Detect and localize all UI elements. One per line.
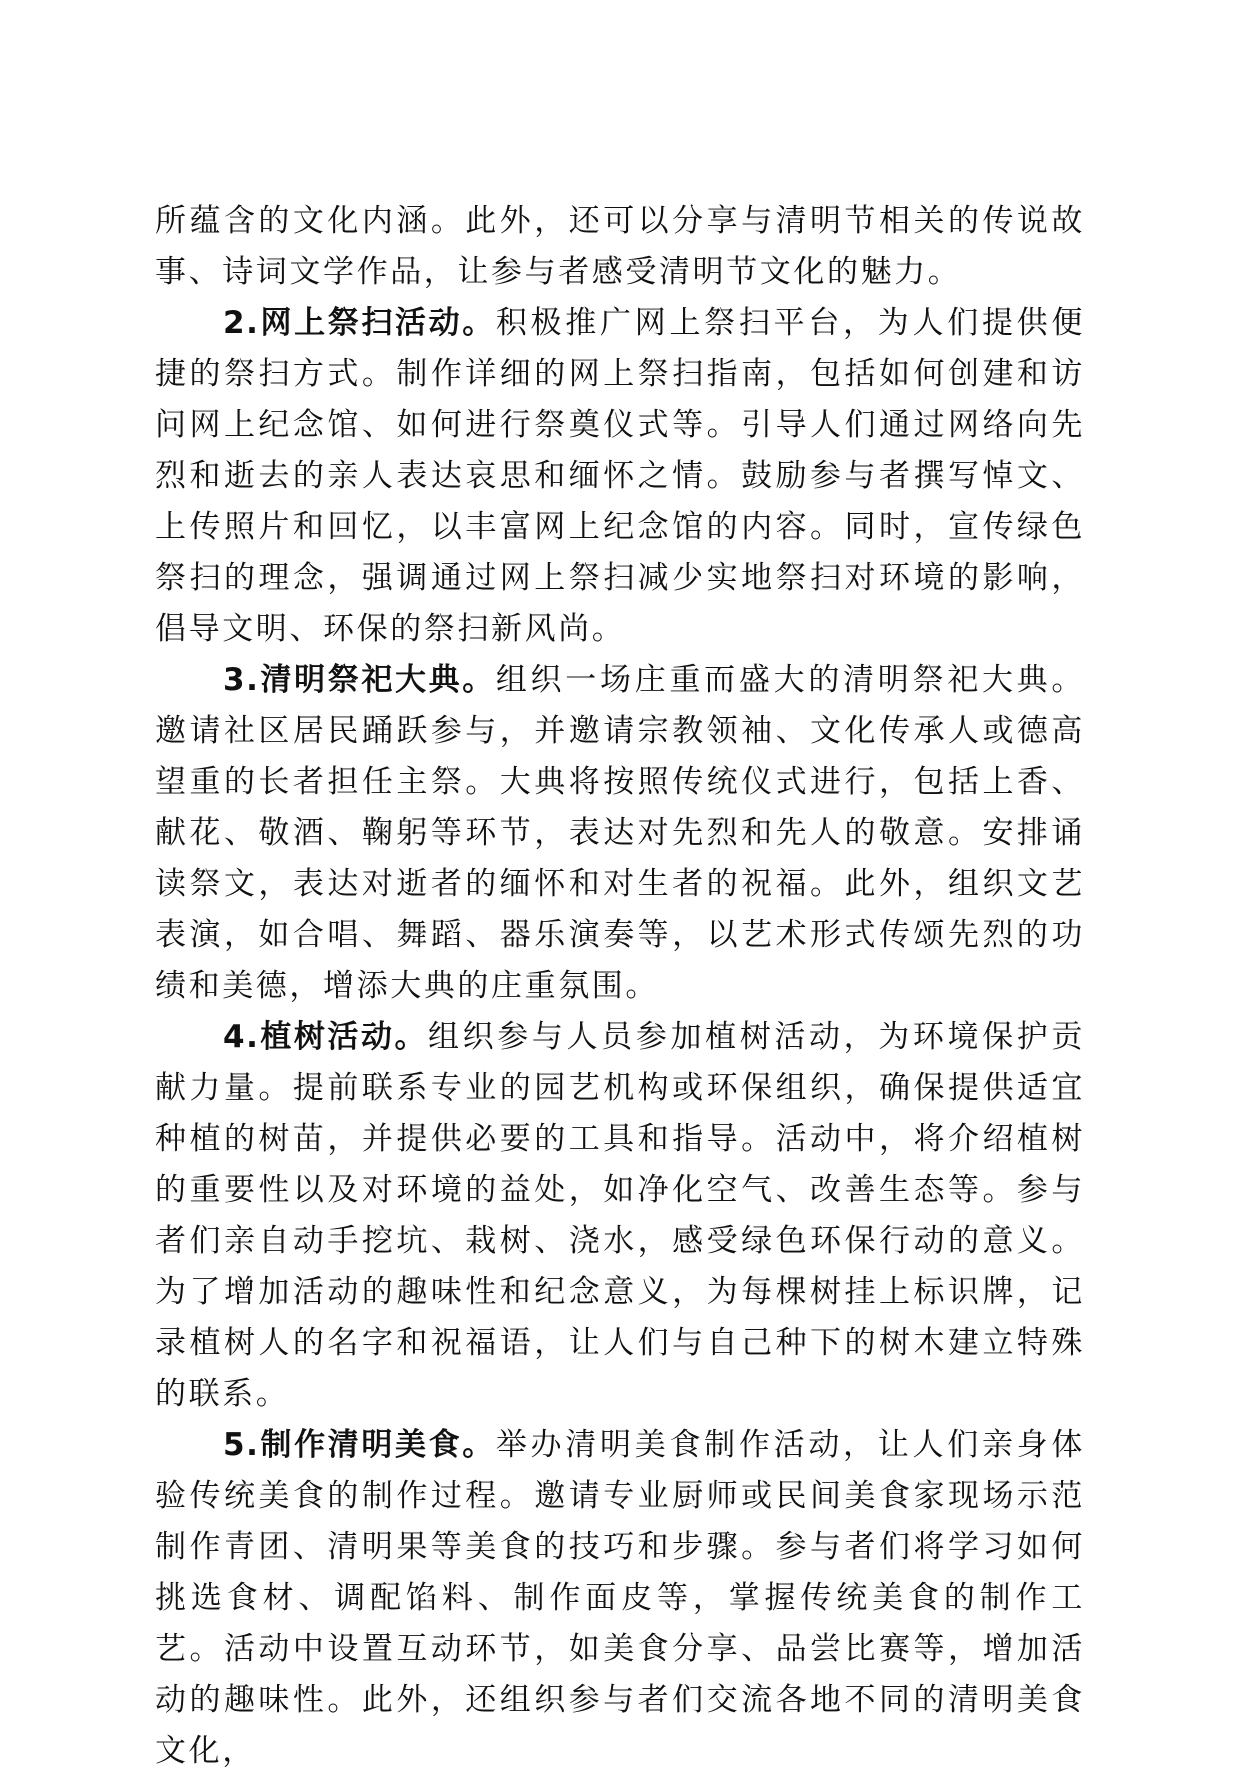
paragraph-tree-planting bbox=[155, 1012, 1085, 1420]
paragraph-heading: 4.植树活动。 bbox=[223, 1019, 429, 1055]
paragraph-qingming-food bbox=[155, 1420, 1085, 1777]
paragraph-text: 举办清明美食制作活动，让人们亲身体验传统美食的制作过程。邀请专业厨师或民间美食家现场示范制作青团、清明果等美食的技巧和步骤。参与者们将学习如何挑选食材、调配馅料、制作面皮等，掌握传统美食的制作工艺。活动中设置互动环节，如美食分享、品尝比赛等，增加活动的趣味性。此外，还组织参与者们交流各地不同的清明美食文化， bbox=[155, 1427, 1085, 1769]
paragraph-text: 组织参与人员参加植树活动，为环境保护贡献力量。提前联系专业的园艺机构或环保组织，确保提供适宜种植的树苗，并提供必要的工具和指导。活动中，将介绍植树的重要性以及对环境的益处，如净化空气、改善生态等。参与者们亲自动手挖坑、栽树、浇水，感受绿色环保行动的意义。为了增加活动的趣味性和纪念意义，为每棵树挂上标识牌，记录植树人的名字和祝福语，让人们与自己种下的树木建立特殊的联系。 bbox=[155, 1019, 1085, 1412]
paragraph-heading: 3.清明祭祀大典。 bbox=[223, 662, 496, 698]
paragraph-text: 组织一场庄重而盛大的清明祭祀大典。邀请社区居民踊跃参与，并邀请宗教领袖、文化传承人或德高望重的长者担任主祭。大典将按照传统仪式进行，包括上香、献花、敬酒、鞠躬等环节，表达对先烈和先人的敬意。安排诵读祭文，表达对逝者的缅怀和对生者的祝福。此外，组织文艺表演，如合唱、舞蹈、器乐演奏等，以艺术形式传颂先烈的功绩和美德，增添大典的庄重氛围。 bbox=[155, 662, 1085, 1004]
paragraph-continuation bbox=[155, 196, 1085, 298]
paragraph-online-memorial bbox=[155, 298, 1085, 655]
paragraph-heading: 2.网上祭扫活动。 bbox=[223, 305, 496, 341]
paragraph-text: 所蕴含的文化内涵。此外，还可以分享与清明节相关的传说故事、诗词文学作品，让参与者感受清明节文化的魅力。 bbox=[155, 203, 1085, 290]
document-body bbox=[155, 196, 1085, 1777]
paragraph-heading: 5.制作清明美食。 bbox=[223, 1427, 496, 1463]
paragraph-memorial-ceremony bbox=[155, 655, 1085, 1012]
paragraph-text: 积极推广网上祭扫平台，为人们提供便捷的祭扫方式。制作详细的网上祭扫指南，包括如何创建和访问网上纪念馆、如何进行祭奠仪式等。引导人们通过网络向先烈和逝去的亲人表达哀思和缅怀之情。鼓励参与者撰写悼文、上传照片和回忆，以丰富网上纪念馆的内容。同时，宣传绿色祭扫的理念，强调通过网上祭扫减少实地祭扫对环境的影响，倡导文明、环保的祭扫新风尚。 bbox=[155, 305, 1085, 647]
